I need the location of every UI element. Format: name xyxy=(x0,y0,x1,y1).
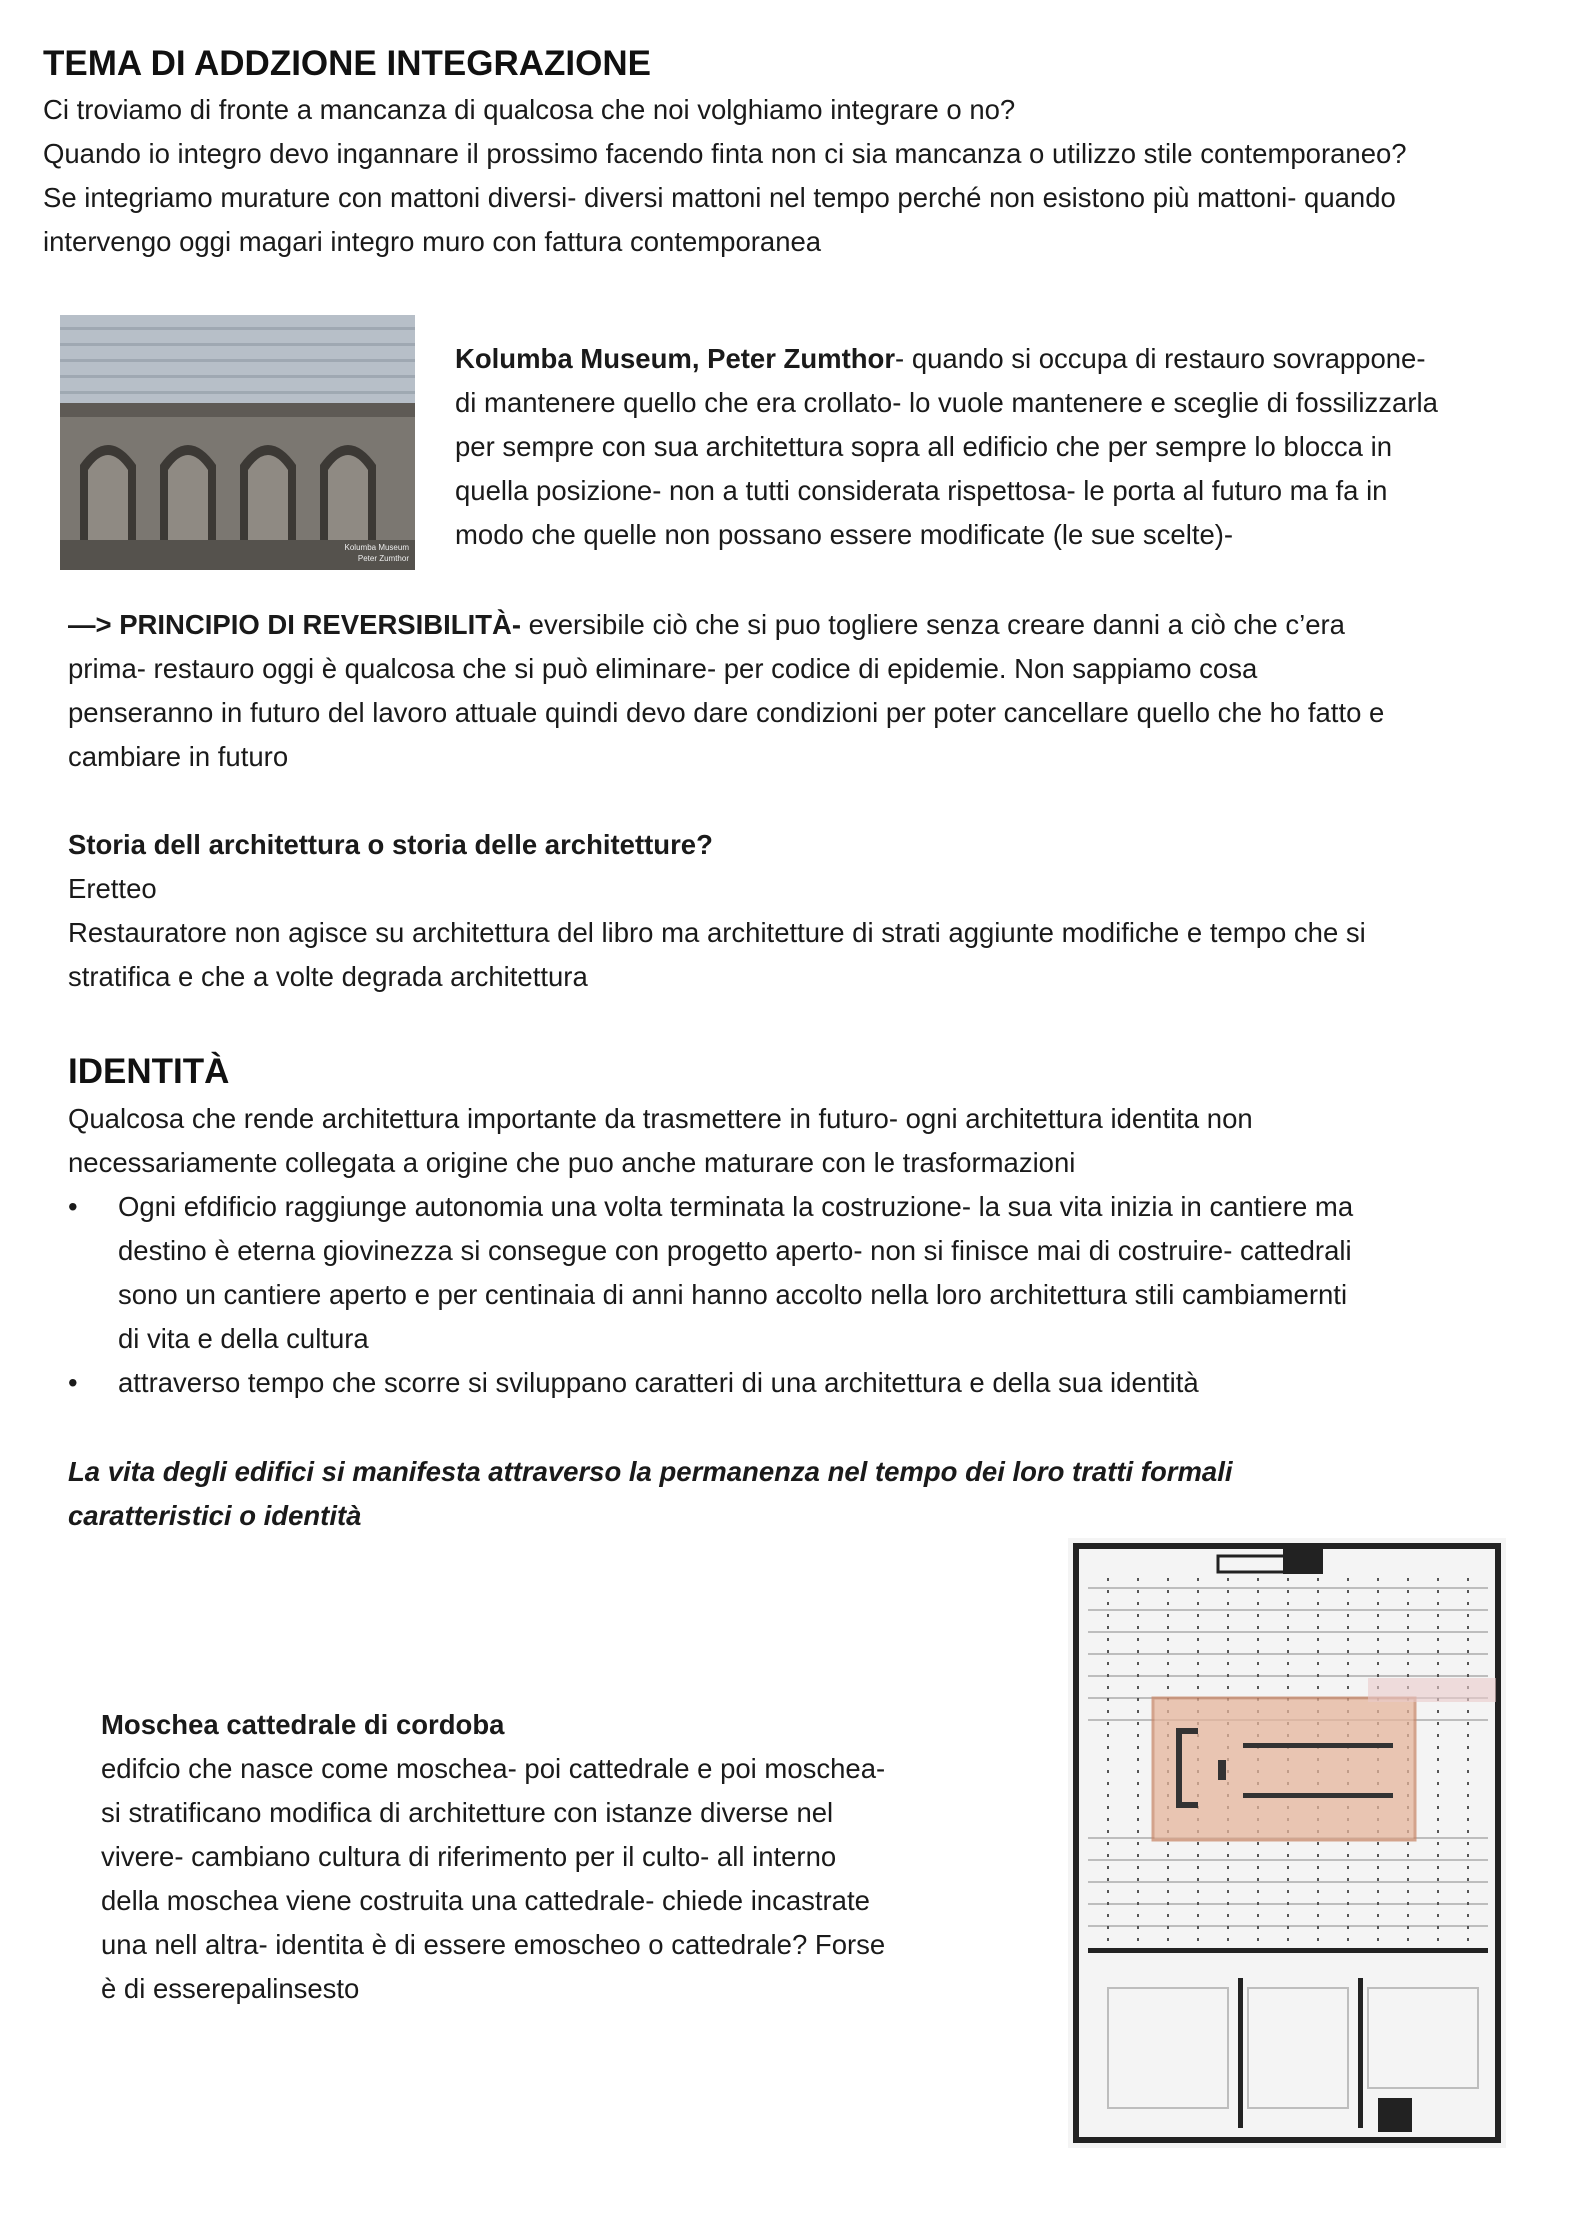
bullet-line: Ogni efdificio raggiunge autonomia una volta terminata la costruzione- la sua vita inizia in cantiere ma xyxy=(118,1191,1354,1222)
quote-line: La vita degli edifici si manifesta attraverso la permanenza nel tempo dei loro tratti formali xyxy=(68,1456,1233,1487)
paragraph-line: intervengo oggi magari integro muro con fattura contemporanea xyxy=(43,226,822,257)
paragraph-line: Se integriamo murature con mattoni diversi- diversi mattoni nel tempo perché non esistono più mattoni- quando xyxy=(43,182,1396,213)
paragraph-line: vivere- cambiano cultura di riferimento per il culto- all interno xyxy=(101,1841,837,1872)
paragraph-line: prima- restauro oggi è qualcosa che si può eliminare- per codice di epidemie. Non sappiamo cosa xyxy=(68,653,1258,684)
paragraph-line: di mantenere quello che era crollato- lo vuole mantenere e sceglie di fossilizzarla xyxy=(455,387,1438,418)
bullet-line: attraverso tempo che scorre si sviluppano caratteri di una architettura e della sua identità xyxy=(118,1367,1199,1398)
kolumba-paragraph-first-line xyxy=(455,337,1426,382)
paragraph-line: modo che quelle non possano essere modificate (le sue scelte)- xyxy=(455,519,1234,550)
bullet-line: di vita e della cultura xyxy=(118,1323,369,1354)
paragraph-text: - quando si occupa di restauro sovrappone- xyxy=(895,343,1426,374)
paragraph-line: cambiare in futuro xyxy=(68,741,289,772)
storia-title: Storia dell architettura o storia delle architetture? xyxy=(68,829,713,860)
paragraph-line: stratifica e che a volte degrada architettura xyxy=(68,961,588,992)
identita-title: IDENTITÀ xyxy=(68,1052,230,1091)
bullet-line: sono un cantiere aperto e per centinaia di anni hanno accolto nella loro architettura stili cambiamernti xyxy=(118,1279,1348,1310)
reversibility-first-line xyxy=(68,603,1345,648)
paragraph-line: quella posizione- non a tutti considerata rispettosa- le porta al futuro ma fa in xyxy=(455,475,1388,506)
photo-caption: Kolumba Museum xyxy=(344,543,409,552)
paragraph-text: eversibile ciò che si puo togliere senza creare danni a ciò che c’era xyxy=(521,609,1345,640)
kolumba-museum-photo xyxy=(60,315,415,570)
cordoba-title: Moschea cattedrale di cordoba xyxy=(101,1709,505,1740)
reversibility-title: —> PRINCIPIO DI REVERSIBILITÀ- xyxy=(68,609,522,640)
cordoba-floor-plan xyxy=(1068,1538,1506,2148)
kolumba-title: Kolumba Museum, Peter Zumthor xyxy=(455,343,896,374)
paragraph-line: Eretteo xyxy=(68,873,157,904)
paragraph-line: Quando io integro devo ingannare il prossimo facendo finta non ci sia mancanza o utilizzo stile contemporaneo? xyxy=(43,138,1407,169)
bullet-marker: • xyxy=(68,1191,78,1222)
paragraph-line: si stratificano modifica di architetture con istanze diverse nel xyxy=(101,1797,834,1828)
paragraph-line: Qualcosa che rende architettura importante da trasmettere in futuro- ogni architettura identita non xyxy=(68,1103,1253,1134)
paragraph-line: è di esserepalinsesto xyxy=(101,1973,360,2004)
photo-caption: Peter Zumthor xyxy=(357,554,409,563)
section-title-addizione: TEMA DI ADDZIONE INTEGRAZIONE xyxy=(43,44,651,83)
paragraph-line: edifcio che nasce come moschea- poi cattedrale e poi moschea- xyxy=(101,1753,886,1784)
paragraph-line: una nell altra- identita è di essere emoscheo o cattedrale? Forse xyxy=(101,1929,886,1960)
paragraph-line: della moschea viene costruita una cattedrale- chiede incastrate xyxy=(101,1885,870,1916)
bullet-marker: • xyxy=(68,1367,78,1398)
quote-line: caratteristici o identità xyxy=(68,1500,362,1531)
paragraph-line: per sempre con sua architettura sopra all edificio che per sempre lo blocca in xyxy=(455,431,1393,462)
paragraph-line: penseranno in futuro del lavoro attuale quindi devo dare condizioni per poter cancellare quello che ho fatto e xyxy=(68,697,1385,728)
paragraph-line: Ci troviamo di fronte a mancanza di qualcosa che noi volghiamo integrare o no? xyxy=(43,94,1016,125)
paragraph-line: Restauratore non agisce su architettura del libro ma architetture di strati aggiunte modifiche e tempo che si xyxy=(68,917,1366,948)
bullet-line: destino è eterna giovinezza si consegue con progetto aperto- non si finisce mai di costruire- cattedrali xyxy=(118,1235,1352,1266)
paragraph-line: necessariamente collegata a origine che puo anche maturare con le trasformazioni xyxy=(68,1147,1076,1178)
